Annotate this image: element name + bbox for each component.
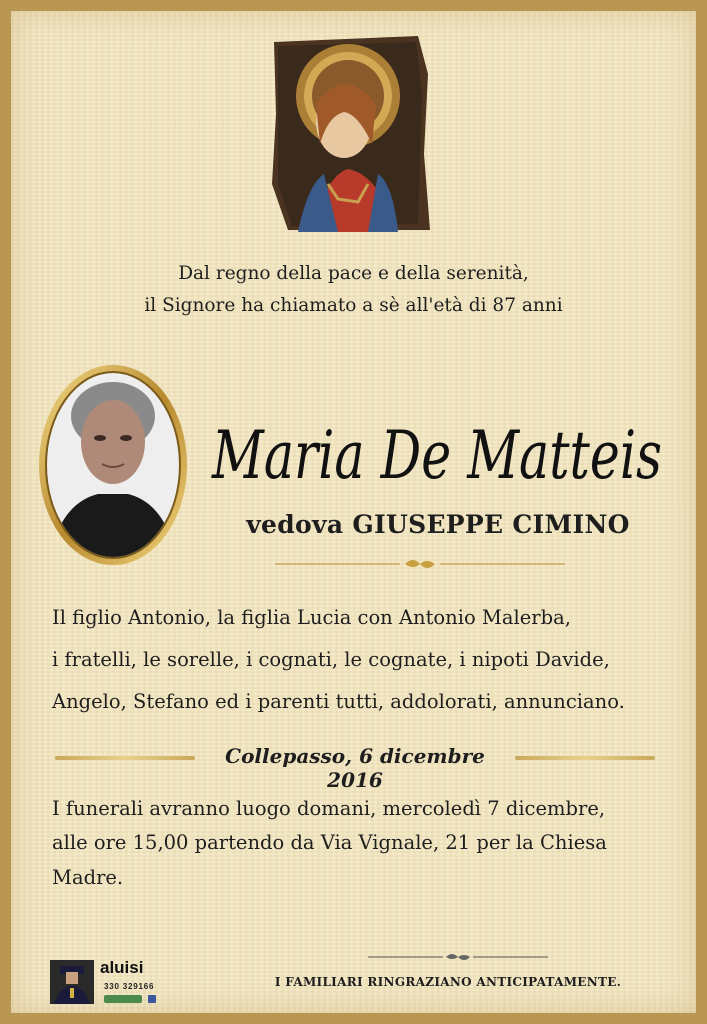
place-date-row (55, 744, 655, 792)
announcement-line-1: Il figlio Antonio, la figlia Lucia con Antonio Malerba, (52, 606, 571, 629)
announcement-line-2: i fratelli, le sorelle, i cognati, le cognate, i nipoti Davide, (52, 648, 610, 671)
agency-phone: 330 329166 (104, 982, 155, 991)
thanks-ornament (368, 950, 548, 964)
place-date: Collepasso, 6 dicembre 2016 (225, 744, 485, 792)
funeral-line-3: Madre. (52, 866, 124, 889)
agency-brand: aluisi (100, 958, 144, 977)
announcement-line-3: Angelo, Stefano ed i parenti tutti, addolorati, annunciano. (52, 690, 625, 713)
thanks-text: I FAMILIARI RINGRAZIANO ANTICIPATAMENTE. (274, 975, 622, 989)
agency-logo (50, 958, 180, 1006)
funeral-line-1: I funerali avranno luogo domani, mercoledì 7 dicembre, (52, 797, 606, 820)
widow-line: vedova GIUSEPPE CIMINO (246, 510, 630, 539)
portrait-photo (38, 364, 188, 566)
divider-ornament (275, 554, 565, 574)
agency-photo (50, 960, 94, 1004)
deceased-name-text: Maria De Matteis (211, 417, 662, 494)
deceased-name (202, 358, 672, 508)
agency-badges (104, 994, 164, 1004)
intro-line-2: il Signore ha chiamato a sè all'età di 87 anni (144, 295, 563, 316)
intro-line-1: Dal regno della pace e della serenità, (178, 263, 529, 284)
gold-bar-right (515, 756, 655, 760)
madonna-icon (268, 34, 432, 232)
gold-bar-left (55, 756, 195, 760)
funeral-line-2: alle ore 15,00 partendo da Via Vignale, 21 per la Chiesa (52, 831, 607, 854)
